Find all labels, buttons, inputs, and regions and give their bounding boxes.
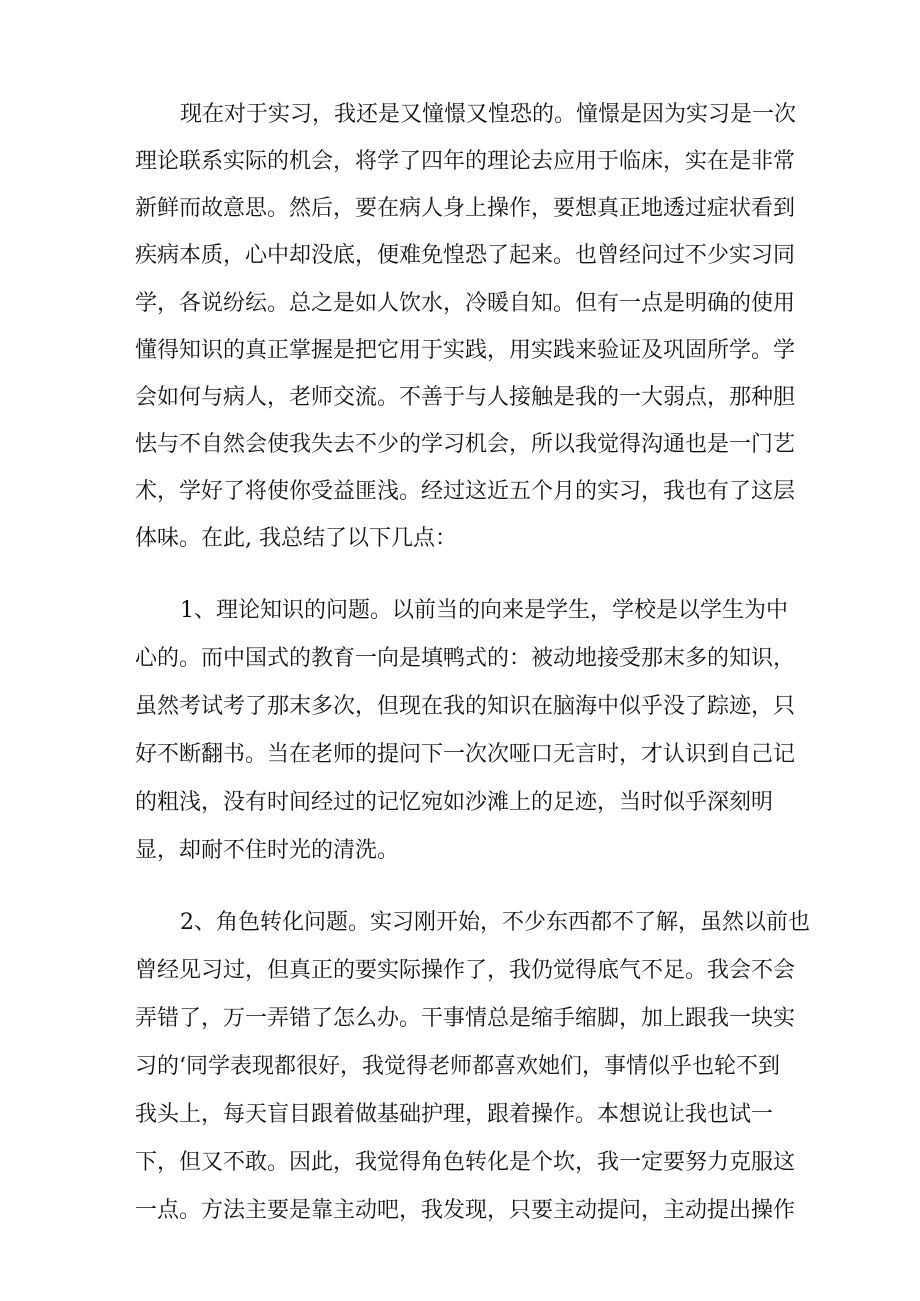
paragraph-1-line-7: 会如何与病人，老师交流。不善于与人接触是我的一大弱点，那种胆 (135, 385, 796, 410)
paragraph-1-line-10: 体味。在此, 我总结了以下几点： (135, 526, 457, 551)
paragraph-2-line-1: 1、理论知识的问题。以前当的向来是学生，学校是以学生为中 (180, 598, 788, 623)
paragraph-3-line-2: 曾经见习过，但真正的要实际操作了，我仍觉得底气不足。我会不会 (135, 958, 796, 983)
paragraph-2-line-4: 好不断翻书。当在老师的提问下一次次哑口无言时，才认识到自己记 (135, 742, 796, 767)
paragraph-1-line-4: 疾病本质，心中却没底，便难免惶恐了起来。也曾经问过不少实习同 (135, 243, 796, 268)
paragraph-3-line-7: 一点。方法主要是靠主动吧，我发现，只要主动提问，主动提出操作 (135, 1198, 796, 1223)
paragraph-3-line-3: 弄错了，万一弄错了怎么办。干事情总是缩手缩脚，加上跟我一块实 (135, 1006, 796, 1031)
paragraph-3-line-5: 我头上，每天盲目跟着做基础护理，跟着操作。本想说让我也试一 (135, 1102, 774, 1127)
paragraph-1-line-8: 怯与不自然会使我失去不少的学习机会，所以我觉得沟通也是一门艺 (135, 432, 796, 457)
paragraph-2-line-6: 显，却耐不住时光的清洗。 (135, 838, 400, 863)
paragraph-1-line-2: 理论联系实际的机会，将学了四年的理论去应用于临床，实在是非常 (135, 149, 796, 174)
paragraph-1-line-9: 术，学好了将使你受益匪浅。经过这近五个月的实习，我也有了这层 (135, 479, 796, 504)
paragraph-1-line-6: 懂得知识的真正掌握是把它用于实践，用实践来验证及巩固所学。学 (135, 338, 796, 363)
paragraph-2-line-2: 心的。而中国式的教育一向是填鸭式的：被动地接受那末多的知识， (135, 646, 796, 671)
paragraph-1-line-5: 学，各说纷纭。总之是如人饮水，冷暖自知。但有一点是明确的使用 (135, 291, 796, 316)
paragraph-1-line-3: 新鲜而故意思。然后，要在病人身上操作，要想真正地透过症状看到 (135, 196, 796, 221)
paragraph-3-line-1: 2、角色转化问题。实习刚开始，不少东西都不了解，虽然以前也 (180, 910, 810, 935)
paragraph-2-line-5: 的粗浅，没有时间经过的记忆宛如沙滩上的足迹，当时似乎深刻明 (135, 790, 774, 815)
paragraph-1-line-1: 现在对于实习，我还是又憧憬又惶恐的。憧憬是因为实习是一次 (180, 102, 797, 127)
paragraph-3-line-4: 习的‘同学表现都很好，我觉得老师都喜欢她们，事情似乎也轮不到 (135, 1054, 780, 1079)
paragraph-2-line-3: 虽然考试考了那末多次，但现在我的知识在脑海中似乎没了踪迹，只 (135, 694, 796, 719)
paragraph-3-line-6: 下，但又不敢。因此，我觉得角色转化是个坎，我一定要努力克服这 (135, 1150, 796, 1175)
